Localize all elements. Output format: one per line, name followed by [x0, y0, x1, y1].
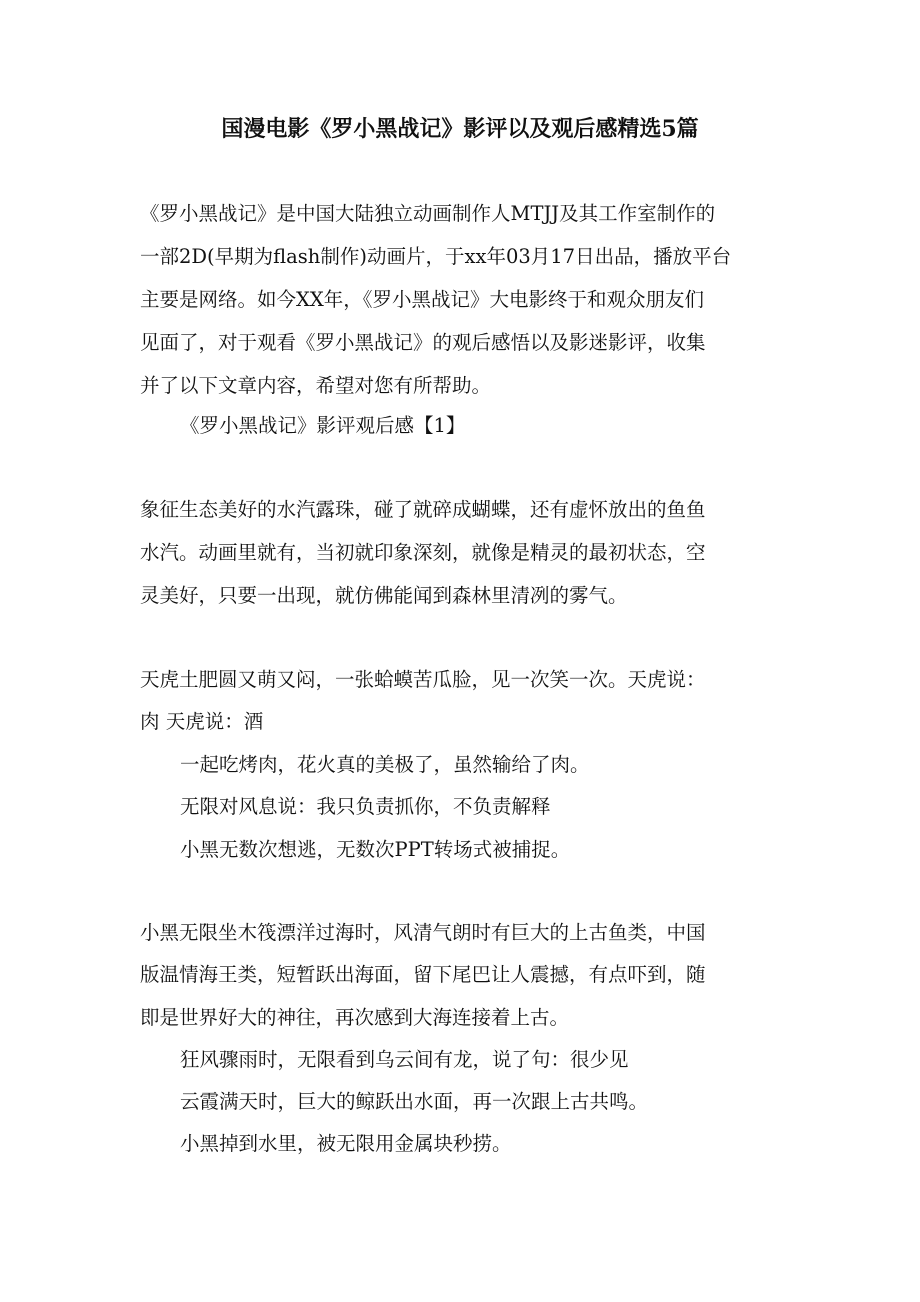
intro-line: 一部2D(早期为flash制作)动画片，于xx年03月17日出品，播放平台	[140, 245, 732, 268]
indented-line: 小黑无数次想逃，无数次PPT转场式被捕捉。	[180, 838, 571, 861]
section-heading: 《罗小黑战记》影评观后感【1】	[180, 414, 466, 437]
paragraph-line: 即是世界好大的神往，再次感到大海连接着上古。	[140, 1006, 570, 1029]
intro-line: 见面了，对于观看《罗小黑战记》的观后感悟以及影迷影评，收集	[140, 331, 706, 354]
paragraph-line: 天虎土肥圆又萌又闷，一张蛤蟆苦瓜脸，见一次笑一次。天虎说：	[140, 668, 706, 691]
indented-line: 小黑掉到水里，被无限用金属块秒捞。	[180, 1132, 512, 1155]
paragraph-line: 肉 天虎说：酒	[140, 710, 264, 733]
intro-line: 主要是网络。如今XX年，《罗小黑战记》大电影终于和观众朋友们	[140, 288, 705, 311]
indented-line: 一起吃烤肉，花火真的美极了，虽然输给了肉。	[180, 753, 590, 776]
paragraph-line: 灵美好，只要一出现，就仿佛能闻到森林里清冽的雾气。	[140, 584, 628, 607]
intro-line: 《罗小黑战记》是中国大陆独立动画制作人MTJJ及其工作室制作的	[140, 202, 716, 225]
paragraph-line: 小黑无限坐木筏漂洋过海时，风清气朗时有巨大的上古鱼类，中国	[140, 921, 706, 944]
intro-line: 并了以下文章内容，希望对您有所帮助。	[140, 374, 492, 397]
indented-line: 无限对风息说：我只负责抓你，不负责解释	[180, 795, 551, 818]
paragraph-line: 水汽。动画里就有，当初就印象深刻，就像是精灵的最初状态，空	[140, 541, 706, 564]
paragraph-line: 象征生态美好的水汽露珠，碰了就碎成蝴蝶，还有虚怀放出的鱼鱼	[140, 498, 706, 521]
paragraph-line: 版温情海王类，短暂跃出海面，留下尾巴让人震撼，有点吓到，随	[140, 963, 706, 986]
indented-line: 狂风骤雨时，无限看到乌云间有龙，说了句：很少见	[180, 1048, 629, 1071]
indented-line: 云霞满天时，巨大的鲸跃出水面，再一次跟上古共鸣。	[180, 1090, 649, 1113]
document-title: 国漫电影《罗小黑战记》影评以及观后感精选5篇	[221, 116, 699, 142]
